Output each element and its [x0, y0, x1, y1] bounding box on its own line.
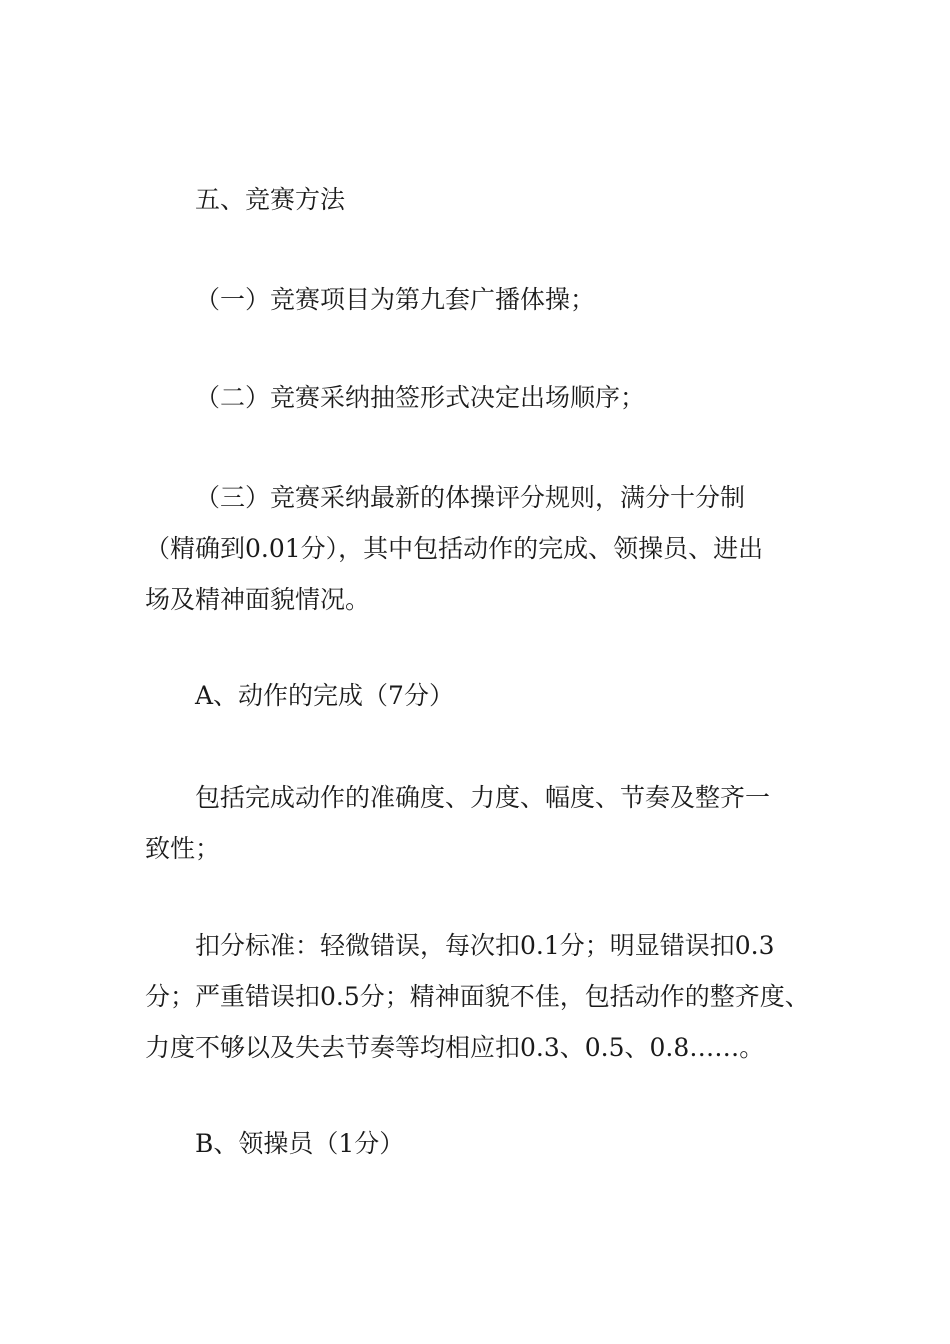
sub-a-deduct-line-1: 扣分标准：轻微错误，每次扣0.1分；明显错误扣0.3 — [195, 931, 775, 960]
sub-b-heading: B、领操员（1分） — [195, 1129, 405, 1158]
sub-a-deduct-line-3: 力度不够以及失去节奏等均相应扣0.3、0.5、0.8……。 — [145, 1033, 765, 1062]
item-1: （一）竞赛项目为第九套广播体操； — [195, 285, 596, 314]
section-heading: 五、竞赛方法 — [195, 185, 346, 214]
item-3-line-3: 场及精神面貌情况。 — [145, 585, 371, 614]
sub-a-desc-line-1: 包括完成动作的准确度、力度、幅度、节奏及整齐一 — [195, 783, 771, 812]
sub-a-deduct-line-2: 分；严重错误扣0.5分；精神面貌不佳，包括动作的整齐度、 — [145, 982, 810, 1011]
sub-a-description — [145, 772, 810, 874]
sub-a-desc-line-2: 致性； — [145, 834, 221, 863]
sub-a-deduction — [145, 920, 810, 1073]
item-3 — [145, 472, 810, 625]
item-2: （二）竞赛采纳抽签形式决定出场顺序； — [195, 383, 646, 412]
sub-a-heading: A、动作的完成（7分） — [195, 681, 454, 710]
item-3-line-1: （三）竞赛采纳最新的体操评分规则，满分十分制 — [195, 483, 746, 512]
item-3-line-2: （精确到0.01分），其中包括动作的完成、领操员、进出 — [145, 534, 764, 563]
